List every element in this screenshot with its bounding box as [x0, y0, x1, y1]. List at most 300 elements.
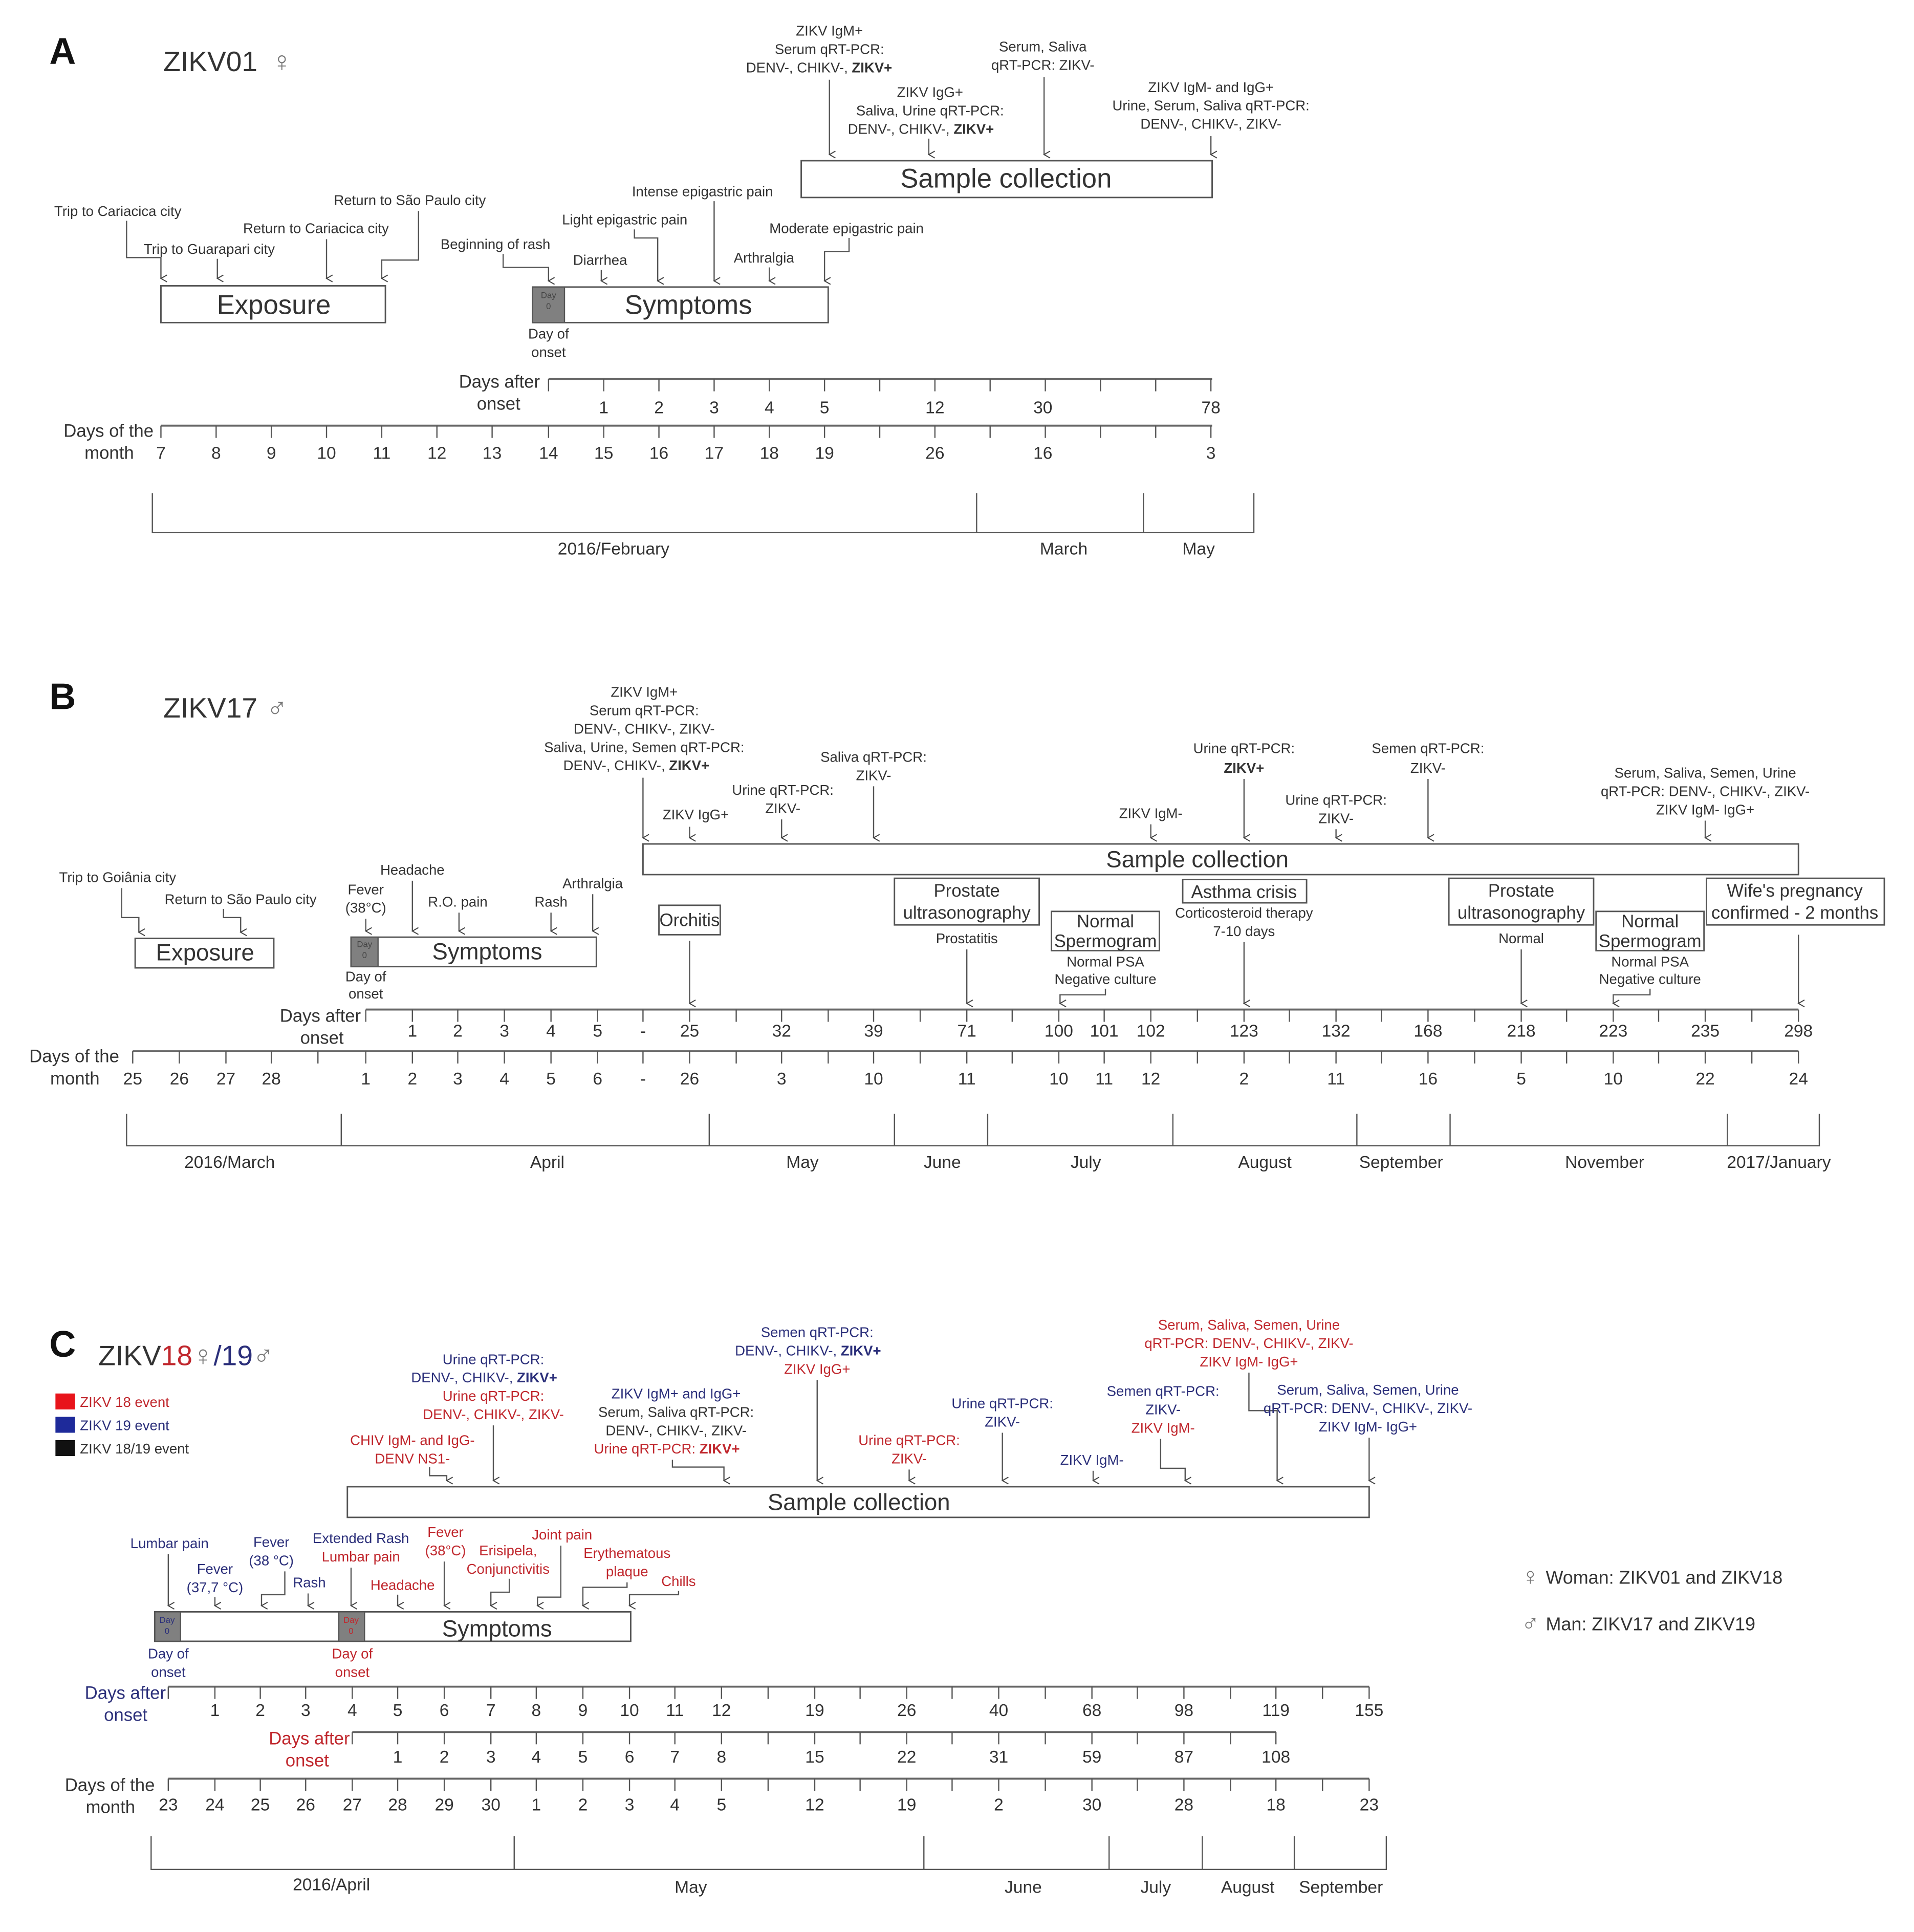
svg-text:Trip to Goiânia city: Trip to Goiânia city — [59, 869, 177, 885]
svg-text:Joint pain: Joint pain — [532, 1527, 593, 1543]
svg-text:Trip to Cariacica city: Trip to Cariacica city — [54, 203, 182, 219]
svg-text:71: 71 — [957, 1022, 976, 1041]
axis-days-after-b — [280, 1007, 1813, 1048]
svg-text:2: 2 — [407, 1069, 418, 1089]
svg-text:119: 119 — [1262, 1701, 1290, 1721]
svg-text:5: 5 — [593, 1022, 603, 1041]
svg-text:DENV-, CHIKV-, ZIKV-: DENV-, CHIKV-, ZIKV- — [574, 721, 715, 737]
legend-woman: Woman: ZIKV01 and ZIKV18 — [1546, 1567, 1783, 1588]
axis-days-month-a — [63, 421, 1215, 463]
svg-text:Normal PSA: Normal PSA — [1067, 953, 1144, 970]
svg-text:ZIKV IgM+: ZIKV IgM+ — [796, 23, 863, 39]
svg-text:ZIKV IgM+: ZIKV IgM+ — [611, 684, 678, 700]
svg-text:Prostate: Prostate — [1488, 881, 1555, 901]
svg-text:3: 3 — [624, 1795, 635, 1815]
svg-text:ZIKV-: ZIKV- — [891, 1450, 927, 1467]
svg-text:18: 18 — [1266, 1795, 1286, 1815]
svg-text:ZIKV-: ZIKV- — [856, 767, 891, 784]
svg-text:30: 30 — [481, 1795, 501, 1815]
female-icon: ♀ — [1521, 1563, 1540, 1591]
svg-text:Serum, Saliva, Semen, Urine: Serum, Saliva, Semen, Urine — [1614, 765, 1796, 781]
svg-text:Day: Day — [357, 939, 373, 949]
svg-text:month: month — [84, 443, 134, 463]
svg-text:Urine qRT-PCR:: Urine qRT-PCR: — [732, 782, 834, 798]
svg-text:100: 100 — [1044, 1022, 1073, 1041]
svg-text:22: 22 — [897, 1748, 917, 1767]
svg-text:August: August — [1238, 1153, 1292, 1172]
svg-text:Serum, Saliva, Semen, Urine: Serum, Saliva, Semen, Urine — [1158, 1317, 1340, 1333]
svg-text:ZIKV IgM-: ZIKV IgM- — [1060, 1451, 1124, 1468]
svg-text:Semen qRT-PCR:: Semen qRT-PCR: — [1372, 740, 1485, 756]
svg-text:DENV-, CHIKV-, ZIKV+: DENV-, CHIKV-, ZIKV+ — [735, 1342, 881, 1359]
svg-text:Prostatitis: Prostatitis — [936, 930, 998, 947]
svg-text:3: 3 — [499, 1022, 509, 1041]
exposure-events-a — [54, 192, 486, 278]
svg-text:Orchitis: Orchitis — [659, 910, 720, 930]
svg-text:7: 7 — [486, 1701, 496, 1721]
svg-text:Urine qRT-PCR:: Urine qRT-PCR: — [1285, 792, 1387, 808]
svg-text:Headache: Headache — [380, 861, 445, 878]
svg-text:ZIKV-: ZIKV- — [1145, 1401, 1181, 1418]
svg-text:Beginning of rash: Beginning of rash — [440, 236, 551, 252]
svg-text:223: 223 — [1599, 1022, 1628, 1041]
svg-text:Lumbar pain: Lumbar pain — [130, 1535, 209, 1551]
svg-text:Corticosteroid therapy: Corticosteroid therapy — [1175, 904, 1313, 921]
svg-text:7: 7 — [156, 444, 166, 463]
svg-text:5: 5 — [819, 398, 830, 418]
svg-text:0: 0 — [349, 1626, 354, 1636]
axis-days-month-b — [29, 1047, 1808, 1089]
svg-text:Fever: Fever — [427, 1524, 464, 1540]
svg-text:ZIKV IgM-: ZIKV IgM- — [1119, 805, 1183, 821]
svg-text:August: August — [1221, 1878, 1275, 1897]
sample-collection-label-b: Sample collection — [1106, 846, 1289, 873]
svg-text:DENV-, CHIKV-, ZIKV-: DENV-, CHIKV-, ZIKV- — [1140, 116, 1281, 132]
svg-text:6: 6 — [593, 1069, 603, 1089]
panel-letter-b: B — [49, 676, 76, 718]
svg-text:Chills: Chills — [661, 1573, 696, 1590]
svg-text:19: 19 — [897, 1795, 917, 1815]
svg-text:ZIKV IgM- IgG+: ZIKV IgM- IgG+ — [1318, 1419, 1417, 1435]
svg-text:Rash: Rash — [534, 894, 568, 910]
svg-text:235: 235 — [1691, 1022, 1720, 1041]
axis-days-after-19 — [85, 1684, 1384, 1725]
axis-days-after-a — [459, 372, 1221, 417]
svg-text:12: 12 — [1141, 1069, 1161, 1089]
svg-text:ZIKV 18/19 event: ZIKV 18/19 event — [80, 1441, 189, 1457]
symptoms-label-a: Symptoms — [624, 290, 752, 320]
svg-text:May: May — [675, 1878, 707, 1897]
svg-text:39: 39 — [864, 1022, 883, 1041]
svg-text:1: 1 — [210, 1701, 220, 1721]
svg-text:5: 5 — [716, 1795, 727, 1815]
svg-text:24: 24 — [1789, 1069, 1808, 1089]
svg-text:1: 1 — [361, 1069, 371, 1089]
svg-text:onset: onset — [151, 1664, 186, 1680]
svg-text:9: 9 — [578, 1701, 588, 1721]
svg-text:3: 3 — [300, 1701, 311, 1721]
svg-text:1: 1 — [599, 398, 609, 418]
svg-text:Urine qRT-PCR:: Urine qRT-PCR: — [951, 1395, 1053, 1412]
svg-text:Saliva, Urine qRT-PCR:: Saliva, Urine qRT-PCR: — [856, 102, 1004, 119]
svg-text:Day: Day — [540, 290, 556, 300]
symptom-events-c — [130, 1524, 696, 1605]
symptoms-label-c: Symptoms — [442, 1615, 552, 1642]
svg-text:11: 11 — [1095, 1069, 1114, 1089]
svg-text:12: 12 — [805, 1795, 824, 1815]
axis-days-after-18 — [269, 1729, 1290, 1770]
svg-text:11: 11 — [373, 444, 391, 463]
clinical-events-b — [659, 878, 1884, 1003]
sample-collection-label-c: Sample collection — [767, 1489, 950, 1515]
svg-text:29: 29 — [434, 1795, 454, 1815]
svg-text:Arthralgia: Arthralgia — [733, 249, 794, 266]
svg-text:26: 26 — [897, 1701, 917, 1721]
male-icon: ♂ — [1521, 1610, 1540, 1637]
svg-text:(38 °C): (38 °C) — [249, 1552, 294, 1569]
svg-text:Arthralgia: Arthralgia — [562, 875, 623, 892]
svg-text:4: 4 — [764, 398, 774, 418]
exposure-events-b — [59, 869, 317, 932]
svg-text:28: 28 — [1174, 1795, 1194, 1815]
svg-text:102: 102 — [1136, 1022, 1165, 1041]
svg-text:Intense epigastric pain: Intense epigastric pain — [632, 183, 773, 200]
svg-text:Day of: Day of — [332, 1645, 373, 1662]
panel-b — [29, 676, 1884, 1171]
svg-text:28: 28 — [388, 1795, 407, 1815]
female-icon: ♀ — [192, 1339, 214, 1372]
patient-title-a: ZIKV01 — [163, 46, 258, 78]
svg-text:qRT-PCR: DENV-, CHIKV-, ZIKV-: qRT-PCR: DENV-, CHIKV-, ZIKV- — [1263, 1400, 1473, 1417]
sample-events-b — [544, 684, 1810, 838]
svg-text:Prostate: Prostate — [933, 881, 1000, 901]
svg-text:Normal: Normal — [1498, 930, 1544, 947]
svg-text:16: 16 — [649, 444, 669, 463]
exposure-label-a: Exposure — [216, 290, 331, 320]
svg-text:Spermogram: Spermogram — [1054, 931, 1157, 951]
svg-text:Urine qRT-PCR:: Urine qRT-PCR: — [858, 1432, 960, 1448]
svg-text:May: May — [1182, 539, 1215, 559]
svg-text:Conjunctivitis: Conjunctivitis — [466, 1561, 550, 1577]
svg-text:Fever: Fever — [347, 881, 384, 898]
svg-text:Return to Cariacica city: Return to Cariacica city — [243, 220, 389, 236]
svg-text:onset: onset — [335, 1664, 370, 1680]
svg-text:123: 123 — [1229, 1022, 1258, 1041]
svg-text:Headache: Headache — [370, 1577, 435, 1593]
svg-text:3: 3 — [776, 1069, 787, 1089]
svg-text:Normal PSA: Normal PSA — [1611, 953, 1689, 970]
svg-text:2: 2 — [994, 1795, 1004, 1815]
svg-text:Serum qRT-PCR:: Serum qRT-PCR: — [774, 41, 884, 57]
legend-man: Man: ZIKV17 and ZIKV19 — [1546, 1613, 1755, 1635]
svg-text:ZIKV IgG+: ZIKV IgG+ — [897, 84, 963, 100]
svg-text:4: 4 — [499, 1069, 509, 1089]
svg-text:Semen qRT-PCR:: Semen qRT-PCR: — [1106, 1383, 1220, 1399]
patient-title-b: ZIKV17 — [163, 692, 258, 724]
svg-text:month: month — [85, 1797, 136, 1817]
svg-text:25: 25 — [250, 1795, 270, 1815]
svg-text:Days after: Days after — [269, 1729, 350, 1749]
svg-text:3: 3 — [486, 1748, 496, 1767]
svg-text:2016/March: 2016/March — [184, 1153, 275, 1172]
svg-text:23: 23 — [159, 1795, 178, 1815]
patient-title-c: ZIKV18♀/19♂ — [98, 1339, 274, 1372]
svg-text:ultrasonography: ultrasonography — [903, 903, 1031, 923]
svg-text:11: 11 — [666, 1701, 684, 1721]
svg-text:10: 10 — [620, 1701, 639, 1721]
svg-text:1: 1 — [531, 1795, 541, 1815]
sample-collection-label-a: Sample collection — [900, 163, 1112, 194]
svg-text:July: July — [1070, 1153, 1101, 1172]
svg-text:May: May — [786, 1153, 819, 1172]
svg-text:218: 218 — [1507, 1022, 1536, 1041]
svg-text:2: 2 — [1239, 1069, 1249, 1089]
svg-text:Return to São Paulo city: Return to São Paulo city — [334, 192, 486, 208]
legend-swatch-19 — [55, 1417, 75, 1432]
svg-text:Saliva, Urine, Semen qRT-PCR:: Saliva, Urine, Semen qRT-PCR: — [544, 739, 745, 755]
svg-text:27: 27 — [216, 1069, 236, 1089]
symptom-events-b — [345, 862, 623, 931]
svg-text:87: 87 — [1174, 1748, 1194, 1767]
svg-text:8: 8 — [716, 1748, 727, 1767]
svg-text:April: April — [530, 1153, 565, 1172]
month-bracket-b — [126, 1114, 1831, 1171]
svg-text:18: 18 — [759, 444, 779, 463]
svg-text:0: 0 — [164, 1626, 170, 1636]
svg-text:Return to São Paulo city: Return to São Paulo city — [164, 891, 317, 907]
svg-text:19: 19 — [815, 444, 834, 463]
svg-text:Days after: Days after — [459, 372, 540, 392]
svg-text:ZIKV IgM- and IgG+: ZIKV IgM- and IgG+ — [1148, 79, 1274, 95]
svg-text:Serum, Saliva: Serum, Saliva — [999, 38, 1087, 55]
svg-text:Fever: Fever — [197, 1561, 233, 1577]
svg-text:59: 59 — [1082, 1748, 1102, 1767]
svg-text:27: 27 — [342, 1795, 362, 1815]
svg-text:ZIKV IgM-: ZIKV IgM- — [1131, 1420, 1195, 1436]
svg-text:298: 298 — [1784, 1022, 1813, 1041]
svg-text:16: 16 — [1418, 1069, 1438, 1089]
svg-text:Diarrhea: Diarrhea — [573, 252, 627, 268]
svg-text:28: 28 — [262, 1069, 281, 1089]
svg-text:3: 3 — [709, 398, 719, 418]
svg-text:ZIKV IgG+: ZIKV IgG+ — [784, 1361, 851, 1377]
svg-text:Urine qRT-PCR: ZIKV+: Urine qRT-PCR: ZIKV+ — [594, 1441, 740, 1457]
svg-text:November: November — [1565, 1153, 1644, 1172]
svg-text:Wife's pregnancy: Wife's pregnancy — [1727, 881, 1863, 901]
svg-text:2: 2 — [578, 1795, 588, 1815]
svg-text:108: 108 — [1262, 1748, 1291, 1767]
svg-text:6: 6 — [439, 1701, 449, 1721]
svg-text:32: 32 — [772, 1022, 791, 1041]
svg-text:ZIKV-: ZIKV- — [1410, 760, 1446, 776]
svg-text:ZIKV+: ZIKV+ — [1224, 760, 1265, 776]
svg-text:DENV-, CHIKV-, ZIKV-: DENV-, CHIKV-, ZIKV- — [605, 1422, 747, 1439]
svg-text:12: 12 — [712, 1701, 731, 1721]
svg-text:4: 4 — [546, 1022, 556, 1041]
svg-text:30: 30 — [1082, 1795, 1102, 1815]
svg-text:ZIKV IgM+ and IgG+: ZIKV IgM+ and IgG+ — [611, 1385, 741, 1402]
svg-text:4: 4 — [670, 1795, 680, 1815]
panel-letter-c: C — [49, 1323, 76, 1365]
svg-text:Urine qRT-PCR:: Urine qRT-PCR: — [442, 1351, 545, 1367]
svg-text:ZIKV 19 event: ZIKV 19 event — [80, 1417, 169, 1434]
svg-text:onset: onset — [104, 1705, 148, 1725]
svg-text:5: 5 — [1516, 1069, 1526, 1089]
svg-text:3: 3 — [453, 1069, 463, 1089]
svg-text:ZIKV-: ZIKV- — [765, 800, 801, 817]
svg-text:10: 10 — [864, 1069, 883, 1089]
svg-text:15: 15 — [594, 444, 614, 463]
svg-text:Asthma crisis: Asthma crisis — [1191, 882, 1297, 902]
legend-swatch-18-19 — [55, 1440, 75, 1456]
svg-text:Serum, Saliva qRT-PCR:: Serum, Saliva qRT-PCR: — [598, 1404, 754, 1420]
svg-text:6: 6 — [624, 1748, 635, 1767]
svg-text:(38°C): (38°C) — [425, 1543, 466, 1559]
svg-text:Extended Rash: Extended Rash — [312, 1530, 409, 1547]
svg-text:Rash: Rash — [293, 1574, 326, 1591]
svg-text:2: 2 — [453, 1022, 463, 1041]
svg-text:Spermogram: Spermogram — [1598, 931, 1702, 951]
svg-text:25: 25 — [680, 1022, 700, 1041]
svg-text:Day: Day — [159, 1615, 175, 1625]
svg-text:2: 2 — [654, 398, 664, 418]
svg-text:July: July — [1140, 1878, 1171, 1897]
svg-text:DENV-, CHIKV-, ZIKV+: DENV-, CHIKV-, ZIKV+ — [746, 59, 893, 76]
svg-text:8: 8 — [531, 1701, 541, 1721]
svg-text:March: March — [1039, 539, 1088, 559]
legend-swatch-18 — [55, 1394, 75, 1409]
svg-text:Light epigastric pain: Light epigastric pain — [562, 211, 688, 228]
symptoms-box-c — [155, 1612, 630, 1641]
svg-text:26: 26 — [169, 1069, 189, 1089]
svg-text:Erythematous: Erythematous — [583, 1545, 671, 1561]
svg-text:155: 155 — [1355, 1701, 1384, 1721]
svg-text:Erisipela,: Erisipela, — [479, 1543, 537, 1559]
month-bracket-c — [151, 1836, 1386, 1897]
svg-text:2016/April: 2016/April — [293, 1875, 371, 1895]
svg-text:Negative culture: Negative culture — [1599, 971, 1701, 987]
event-color-legend — [55, 1394, 189, 1457]
svg-text:ZIKV IgM- IgG+: ZIKV IgM- IgG+ — [1656, 801, 1755, 818]
panel-letter-a: A — [49, 31, 76, 72]
svg-text:10: 10 — [1049, 1069, 1069, 1089]
svg-text:26: 26 — [296, 1795, 315, 1815]
svg-text:22: 22 — [1695, 1069, 1715, 1089]
female-icon: ♀ — [271, 46, 293, 78]
svg-text:onset: onset — [300, 1028, 344, 1048]
svg-text:Normal: Normal — [1621, 912, 1679, 931]
svg-text:5: 5 — [578, 1748, 588, 1767]
svg-text:qRT-PCR: ZIKV-: qRT-PCR: ZIKV- — [991, 57, 1095, 73]
svg-text:qRT-PCR: DENV-, CHIKV-, ZIKV-: qRT-PCR: DENV-, CHIKV-, ZIKV- — [1600, 783, 1810, 799]
svg-text:Lumbar pain: Lumbar pain — [321, 1549, 400, 1565]
svg-text:0: 0 — [546, 301, 551, 311]
svg-text:Normal: Normal — [1077, 912, 1135, 931]
svg-text:11: 11 — [958, 1069, 976, 1089]
svg-text:Urine, Serum, Saliva qRT-PCR:: Urine, Serum, Saliva qRT-PCR: — [1112, 97, 1310, 114]
svg-text:-: - — [640, 1069, 646, 1089]
svg-text:Urine qRT-PCR:: Urine qRT-PCR: — [1193, 740, 1295, 756]
svg-text:ultrasonography: ultrasonography — [1457, 903, 1585, 923]
svg-text:7: 7 — [670, 1748, 680, 1767]
svg-text:Days after: Days after — [279, 1006, 361, 1026]
svg-text:132: 132 — [1321, 1022, 1351, 1041]
svg-text:-: - — [640, 1022, 646, 1041]
svg-text:13: 13 — [482, 444, 502, 463]
svg-text:10: 10 — [317, 444, 336, 463]
svg-text:DENV-, CHIKV-, ZIKV+: DENV-, CHIKV-, ZIKV+ — [847, 121, 994, 137]
svg-text:10: 10 — [1603, 1069, 1623, 1089]
sex-legend — [1521, 1564, 1783, 1637]
symptoms-label-b: Symptoms — [432, 938, 542, 965]
svg-text:DENV-, CHIKV-, ZIKV+: DENV-, CHIKV-, ZIKV+ — [563, 757, 710, 774]
svg-text:8: 8 — [211, 444, 221, 463]
svg-text:Negative culture: Negative culture — [1054, 971, 1157, 987]
svg-text:ZIKV-: ZIKV- — [1318, 810, 1354, 827]
svg-text:1: 1 — [407, 1022, 418, 1041]
svg-text:101: 101 — [1090, 1022, 1119, 1041]
svg-text:14: 14 — [539, 444, 558, 463]
svg-text:September: September — [1299, 1878, 1383, 1897]
svg-text:78: 78 — [1201, 398, 1221, 418]
svg-text:40: 40 — [989, 1701, 1009, 1721]
svg-text:Days of the: Days of the — [29, 1047, 119, 1067]
svg-text:12: 12 — [427, 444, 447, 463]
svg-text:June: June — [1005, 1878, 1042, 1897]
svg-text:(37,7 °C): (37,7 °C) — [186, 1579, 244, 1596]
svg-text:2016/February: 2016/February — [557, 539, 669, 559]
svg-text:25: 25 — [123, 1069, 142, 1089]
svg-text:26: 26 — [680, 1069, 700, 1089]
svg-text:23: 23 — [1359, 1795, 1379, 1815]
svg-text:24: 24 — [205, 1795, 225, 1815]
svg-text:confirmed - 2 months: confirmed - 2 months — [1711, 903, 1879, 923]
svg-text:onset: onset — [349, 986, 383, 1002]
svg-text:June: June — [923, 1153, 961, 1172]
svg-text:4: 4 — [347, 1701, 357, 1721]
svg-text:R.O. pain: R.O. pain — [428, 894, 488, 910]
svg-text:12: 12 — [925, 398, 945, 418]
svg-text:Serum, Saliva, Semen, Urine: Serum, Saliva, Semen, Urine — [1277, 1382, 1459, 1398]
svg-text:1: 1 — [393, 1748, 403, 1767]
svg-text:2: 2 — [439, 1748, 449, 1767]
svg-text:Day of: Day of — [148, 1645, 189, 1662]
svg-text:16: 16 — [1033, 444, 1053, 463]
svg-text:17: 17 — [704, 444, 724, 463]
month-bracket-a — [153, 493, 1254, 559]
svg-text:4: 4 — [531, 1748, 541, 1767]
panel-a — [49, 23, 1309, 559]
male-icon: ♂ — [266, 692, 288, 724]
svg-text:(38°C): (38°C) — [345, 900, 386, 916]
svg-text:31: 31 — [989, 1748, 1009, 1767]
svg-text:qRT-PCR: DENV-, CHIKV-, ZIKV-: qRT-PCR: DENV-, CHIKV-, ZIKV- — [1144, 1335, 1354, 1352]
svg-text:68: 68 — [1082, 1701, 1102, 1721]
svg-text:DENV-, CHIKV-, ZIKV-: DENV-, CHIKV-, ZIKV- — [423, 1406, 564, 1423]
axis-days-month-c — [65, 1775, 1379, 1817]
svg-text:onset: onset — [476, 394, 520, 414]
svg-text:26: 26 — [925, 444, 945, 463]
svg-text:Days of the: Days of the — [64, 1775, 155, 1795]
svg-text:onset: onset — [285, 1751, 329, 1771]
svg-text:9: 9 — [266, 444, 276, 463]
svg-text:ZIKV IgG+: ZIKV IgG+ — [662, 807, 729, 823]
svg-text:2: 2 — [255, 1701, 265, 1721]
svg-text:Day of: Day of — [345, 968, 386, 985]
svg-text:Saliva qRT-PCR:: Saliva qRT-PCR: — [820, 749, 927, 765]
svg-text:2017/January: 2017/January — [1727, 1153, 1831, 1172]
svg-text:ZIKV-: ZIKV- — [985, 1414, 1020, 1430]
